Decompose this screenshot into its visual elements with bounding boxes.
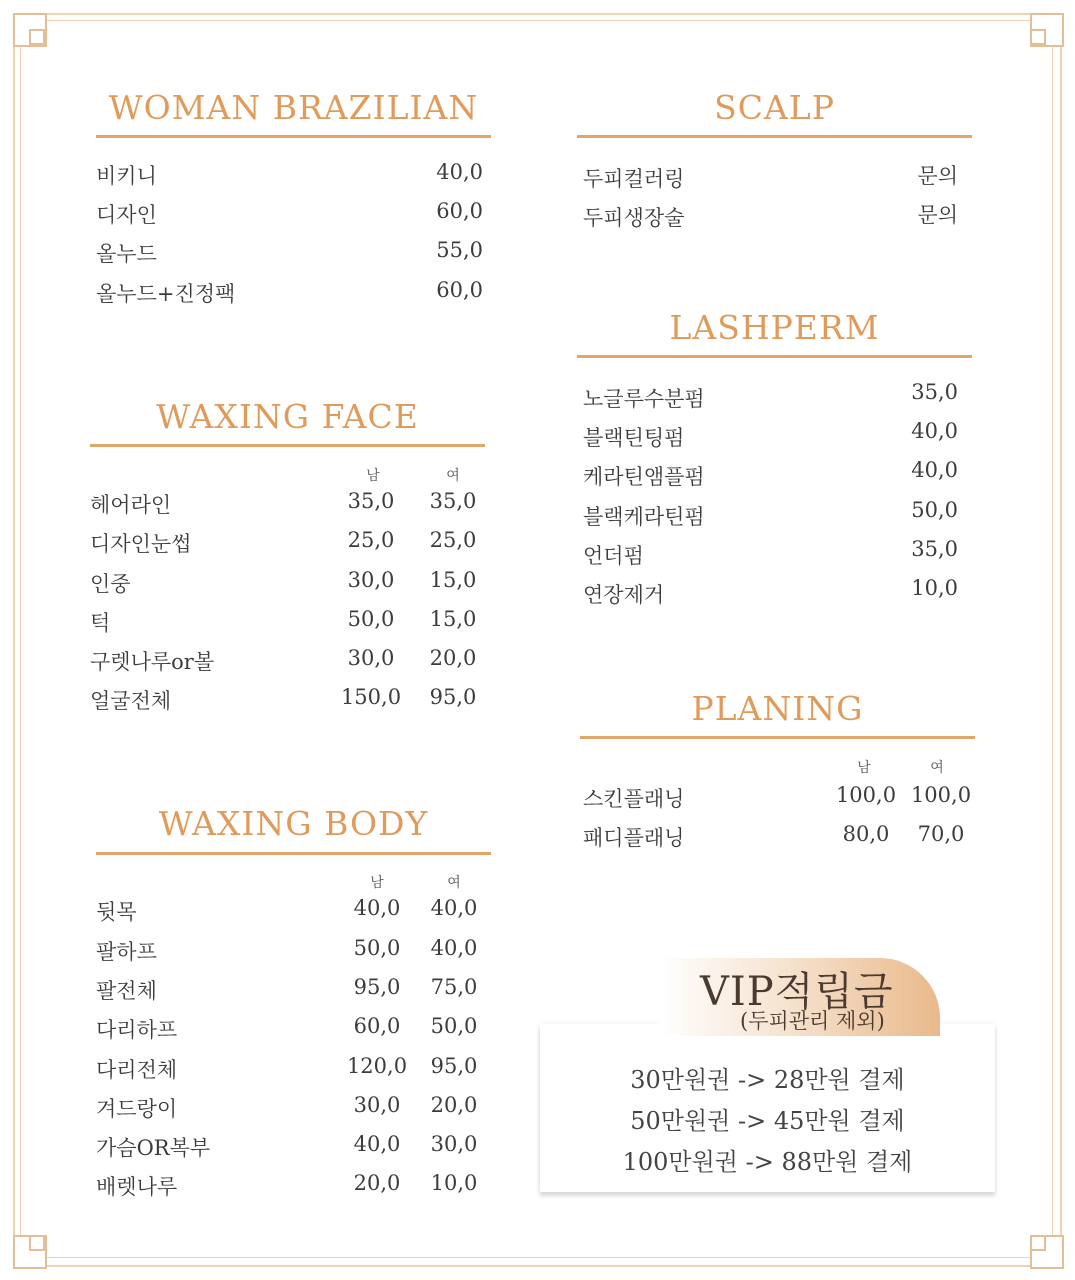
vip-line: 100만원권 -> 88만원 결제 bbox=[622, 1148, 913, 1176]
item-price: 40,0 bbox=[436, 160, 483, 184]
item-name: 연장제거 bbox=[583, 583, 665, 607]
item-price: 35,0 bbox=[911, 380, 958, 404]
item-name: 팔전체 bbox=[96, 979, 157, 1003]
male-price: 35,0 bbox=[347, 489, 395, 513]
item-name: 두피컬러링 bbox=[583, 167, 685, 191]
price-row bbox=[96, 1132, 491, 1164]
item-name: 얼굴전체 bbox=[90, 689, 172, 713]
section-title: LASHPERM bbox=[669, 308, 880, 347]
female-price: 70,0 bbox=[917, 822, 965, 846]
price-row bbox=[96, 199, 491, 231]
price-row bbox=[577, 419, 972, 454]
item-name: 비키니 bbox=[96, 164, 157, 188]
item-price: 50,0 bbox=[911, 498, 958, 522]
male-price: 100,0 bbox=[835, 783, 897, 807]
item-name: 다리전체 bbox=[96, 1058, 178, 1082]
female-price: 15,0 bbox=[429, 607, 477, 631]
price-row bbox=[96, 238, 491, 270]
item-name: 헤어라인 bbox=[90, 493, 172, 517]
female-column-header: 여 bbox=[930, 760, 944, 776]
price-row bbox=[577, 202, 972, 234]
female-price: 95,0 bbox=[429, 685, 477, 709]
item-name: 디자인 bbox=[96, 203, 157, 227]
vip-line: 50만원권 -> 45만원 결제 bbox=[630, 1107, 905, 1135]
item-name: 구렛나루or볼 bbox=[90, 650, 215, 674]
male-price: 30,0 bbox=[347, 646, 395, 670]
price-row bbox=[580, 783, 975, 815]
item-name: 두피생장술 bbox=[583, 206, 685, 230]
male-column-header: 남 bbox=[366, 468, 380, 484]
vip-title: VIP적립금 bbox=[700, 969, 894, 1015]
female-price: 10,0 bbox=[430, 1171, 478, 1195]
female-column-header: 여 bbox=[446, 468, 460, 484]
price-row bbox=[577, 458, 972, 493]
item-price: 10,0 bbox=[911, 576, 958, 600]
price-row bbox=[90, 607, 485, 639]
section-title: SCALP bbox=[714, 88, 835, 127]
section-title: WOMAN BRAZILIAN bbox=[108, 88, 479, 127]
female-column-header: 여 bbox=[447, 875, 461, 891]
item-name: 팔하프 bbox=[96, 940, 157, 964]
male-price: 50,0 bbox=[353, 936, 401, 960]
item-price: 55,0 bbox=[436, 238, 483, 262]
item-name: 뒷목 bbox=[96, 900, 137, 924]
section-lashperm bbox=[577, 308, 972, 608]
price-row bbox=[90, 568, 485, 600]
section-title: PLANING bbox=[691, 689, 864, 728]
price-row bbox=[90, 528, 485, 560]
item-name: 올누드 bbox=[96, 242, 157, 266]
item-name: 턱 bbox=[90, 611, 111, 635]
item-name: 배렛나루 bbox=[96, 1175, 178, 1199]
price-row bbox=[96, 1014, 491, 1046]
female-price: 50,0 bbox=[430, 1014, 478, 1038]
item-name: 다리하프 bbox=[96, 1018, 178, 1042]
price-row bbox=[96, 936, 491, 968]
section-scalp bbox=[577, 88, 972, 238]
female-price: 75,0 bbox=[430, 975, 478, 999]
male-price: 20,0 bbox=[353, 1171, 401, 1195]
section-divider bbox=[580, 736, 975, 739]
price-row bbox=[96, 278, 491, 310]
item-price: 60,0 bbox=[436, 278, 483, 302]
corner-ornament-bottom-right bbox=[1030, 1235, 1064, 1269]
female-price: 100,0 bbox=[910, 783, 972, 807]
female-price: 40,0 bbox=[430, 936, 478, 960]
price-row bbox=[580, 822, 975, 854]
male-column-header: 남 bbox=[370, 875, 384, 891]
female-price: 95,0 bbox=[430, 1054, 478, 1078]
corner-ornament-top-left bbox=[13, 13, 47, 47]
male-price: 150,0 bbox=[340, 685, 402, 709]
section-waxing-face bbox=[90, 397, 485, 727]
item-name: 올누드+진정팩 bbox=[96, 282, 236, 306]
price-row bbox=[577, 380, 972, 415]
corner-ornament-top-right bbox=[1030, 13, 1064, 47]
item-name: 노글루수분펌 bbox=[583, 387, 705, 411]
price-row bbox=[96, 975, 491, 1007]
female-price: 35,0 bbox=[429, 489, 477, 513]
item-name: 블랙케라틴펌 bbox=[583, 505, 705, 529]
price-row bbox=[96, 1171, 491, 1203]
item-name: 디자인눈썹 bbox=[90, 532, 192, 556]
item-price: 35,0 bbox=[911, 537, 958, 561]
price-row bbox=[96, 896, 491, 928]
male-price: 40,0 bbox=[353, 1132, 401, 1156]
male-column-header: 남 bbox=[857, 760, 871, 776]
male-price: 30,0 bbox=[353, 1093, 401, 1117]
item-name: 언더펌 bbox=[583, 544, 644, 568]
section-divider bbox=[577, 135, 972, 138]
section-planing bbox=[580, 689, 975, 859]
section-title: WAXING FACE bbox=[156, 397, 419, 436]
male-price: 50,0 bbox=[347, 607, 395, 631]
price-row bbox=[96, 1054, 491, 1086]
item-name: 겨드랑이 bbox=[96, 1097, 178, 1121]
section-divider bbox=[577, 355, 972, 358]
item-price: 40,0 bbox=[911, 458, 958, 482]
item-price: 문의 bbox=[917, 203, 958, 227]
male-price: 40,0 bbox=[353, 896, 401, 920]
vip-subtitle: (두피관리 제외) bbox=[740, 1009, 885, 1033]
price-row bbox=[577, 537, 972, 572]
female-price: 30,0 bbox=[430, 1132, 478, 1156]
item-price: 40,0 bbox=[911, 419, 958, 443]
female-price: 40,0 bbox=[430, 896, 478, 920]
price-row bbox=[90, 685, 485, 717]
item-price: 60,0 bbox=[436, 199, 483, 223]
male-price: 30,0 bbox=[347, 568, 395, 592]
female-price: 15,0 bbox=[429, 568, 477, 592]
item-name: 가슴OR복부 bbox=[96, 1136, 211, 1160]
section-waxing-body bbox=[96, 804, 491, 1204]
price-row bbox=[577, 576, 972, 611]
section-woman-brazilian bbox=[96, 88, 491, 318]
price-row bbox=[96, 160, 491, 192]
item-name: 스킨플래닝 bbox=[583, 787, 685, 811]
section-divider bbox=[90, 444, 485, 447]
vip-line: 30만원권 -> 28만원 결제 bbox=[630, 1066, 905, 1094]
female-price: 25,0 bbox=[429, 528, 477, 552]
section-title: WAXING BODY bbox=[158, 804, 429, 843]
item-price: 문의 bbox=[917, 164, 958, 188]
male-price: 120,0 bbox=[346, 1054, 408, 1078]
item-name: 블랙틴팅펌 bbox=[583, 426, 685, 450]
item-name: 케라틴앰플펌 bbox=[583, 465, 705, 489]
section-divider bbox=[96, 135, 491, 138]
male-price: 25,0 bbox=[347, 528, 395, 552]
section-divider bbox=[96, 852, 491, 855]
male-price: 95,0 bbox=[353, 975, 401, 999]
female-price: 20,0 bbox=[430, 1093, 478, 1117]
price-row bbox=[577, 498, 972, 533]
female-price: 20,0 bbox=[429, 646, 477, 670]
item-name: 인중 bbox=[90, 572, 131, 596]
price-row bbox=[577, 163, 972, 195]
price-row bbox=[96, 1093, 491, 1125]
item-name: 패디플래닝 bbox=[583, 826, 685, 850]
price-row bbox=[90, 489, 485, 521]
price-row bbox=[90, 646, 485, 678]
corner-ornament-bottom-left bbox=[13, 1235, 47, 1269]
male-price: 80,0 bbox=[842, 822, 890, 846]
male-price: 60,0 bbox=[353, 1014, 401, 1038]
